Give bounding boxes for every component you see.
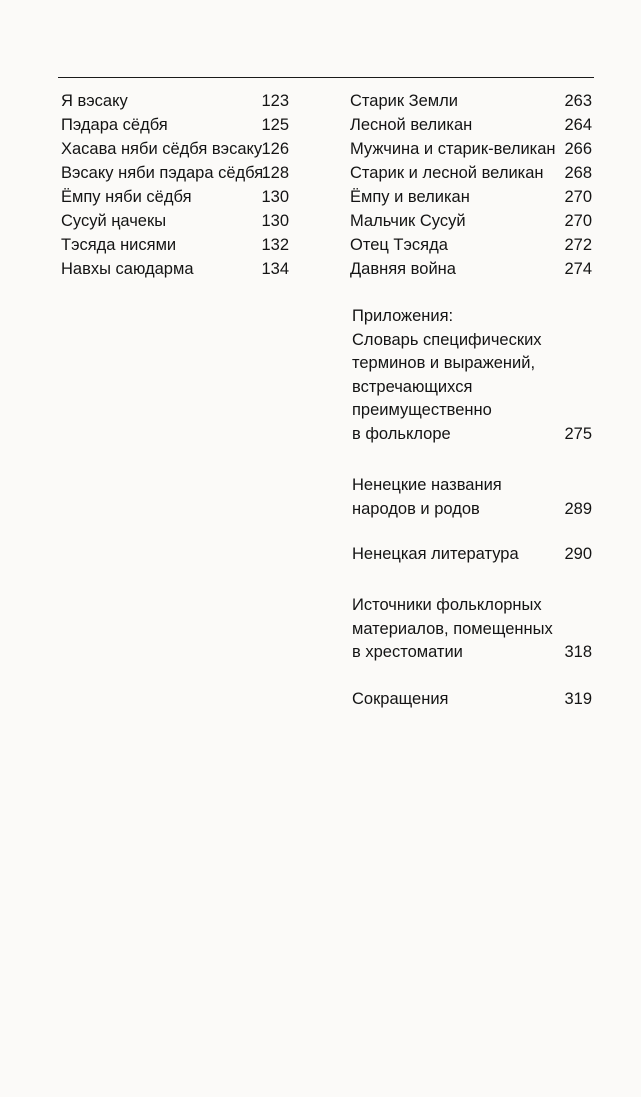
toc-entry-title: Сусуй ңачекы <box>61 212 167 230</box>
toc-entry-page: 275 <box>564 424 592 443</box>
toc-entry <box>350 113 592 137</box>
toc-entry-page: 264 <box>564 116 592 134</box>
peoples-last-line <box>352 498 592 522</box>
toc-entry-title: Старик и лесной великан <box>350 164 544 182</box>
toc-entry-page: 270 <box>564 212 592 230</box>
toc-entry-title: Тэсяда нисями <box>61 236 177 254</box>
toc-entry-page: 132 <box>261 236 289 254</box>
appendices-last-line <box>352 423 592 447</box>
toc-entry <box>350 233 592 257</box>
appendices-line: встречающихся <box>352 377 473 396</box>
appendices-line: в фольклоре <box>352 424 451 443</box>
toc-entry-page: 319 <box>564 690 592 708</box>
toc-entry-page: 123 <box>261 92 289 110</box>
toc-entry-page: 126 <box>261 140 289 158</box>
toc-entry-page: 130 <box>261 212 289 230</box>
toc-entry <box>61 233 289 257</box>
literature-entry <box>352 543 592 567</box>
peoples-line: народов и родов <box>352 499 480 518</box>
toc-entry-page: 266 <box>564 140 592 158</box>
abbreviations-line: Сокращения <box>352 690 449 708</box>
appendices-line: Приложения: <box>352 307 454 325</box>
toc-entry-page: 125 <box>261 116 289 134</box>
toc-entry-page: 289 <box>564 499 592 518</box>
toc-entry <box>61 161 289 185</box>
toc-entry-page: 268 <box>564 164 592 182</box>
top-rule <box>58 77 594 78</box>
toc-entry-page: 274 <box>564 260 592 278</box>
abbreviations-entry <box>352 688 592 712</box>
peoples-line: Ненецкие названия <box>352 476 502 494</box>
toc-entry <box>61 89 289 113</box>
toc-entry-page: 128 <box>261 164 289 182</box>
appendices-line: терминов и выражений, <box>352 354 536 372</box>
toc-entry <box>61 113 289 137</box>
literature-line: Ненецкая литература <box>352 545 519 563</box>
toc-entry-title: Вэсаку няби пэдара сёдбя <box>61 164 264 182</box>
toc-entry-title: Давняя война <box>350 260 456 278</box>
sources-line: материалов, помещенных <box>352 619 553 638</box>
toc-entry <box>350 161 592 185</box>
toc-entry <box>350 185 592 209</box>
toc-entry-title: Ёмпу няби сёдбя <box>61 188 192 206</box>
toc-entry-title: Навхы саюдарма <box>61 260 194 278</box>
appendices-line: преимущественно <box>352 401 492 419</box>
toc-entry-page: 318 <box>564 643 592 661</box>
toc-entry-page: 130 <box>261 188 289 206</box>
sources-last-line <box>352 641 592 665</box>
toc-entry <box>61 257 289 281</box>
sources-line: Источники фольклорных <box>352 596 542 614</box>
toc-entry-title: Лесной великан <box>350 116 473 134</box>
appendices-line: Словарь специфических <box>352 330 542 349</box>
toc-entry-page: 270 <box>564 188 592 206</box>
left-column <box>61 89 289 281</box>
toc-entry-title: Старик Земли <box>350 92 458 110</box>
toc-entry <box>61 185 289 209</box>
toc-entry-title: Ёмпу и великан <box>350 188 470 206</box>
toc-entry-title: Пэдара сёдбя <box>61 116 168 134</box>
toc-entry <box>350 137 592 161</box>
toc-entry-title: Отец Тэсяда <box>350 236 448 254</box>
appendices-entry <box>352 305 592 446</box>
toc-entry <box>61 209 289 233</box>
toc-entry-title: Я вэсаку <box>61 92 128 110</box>
sources-line: в хрестоматии <box>352 643 463 661</box>
toc-entry <box>350 257 592 281</box>
toc-entry-page: 272 <box>564 236 592 254</box>
toc-entry-page: 290 <box>564 545 592 563</box>
toc-entry-title: Мальчик Сусуй <box>350 212 466 230</box>
toc-entry-title: Мужчина и старик-великан <box>350 140 556 158</box>
right-column <box>350 89 592 281</box>
peoples-entry <box>352 474 592 521</box>
toc-entry <box>61 137 289 161</box>
sources-entry <box>352 594 592 665</box>
toc-entry-page: 134 <box>261 260 289 278</box>
abbreviations-last-line <box>352 688 592 712</box>
toc-entry <box>350 89 592 113</box>
toc-entry-title: Хасава няби сёдбя вэсаку <box>61 140 263 158</box>
toc-entry-page: 263 <box>564 92 592 110</box>
literature-last-line <box>352 543 592 567</box>
toc-entry <box>350 209 592 233</box>
